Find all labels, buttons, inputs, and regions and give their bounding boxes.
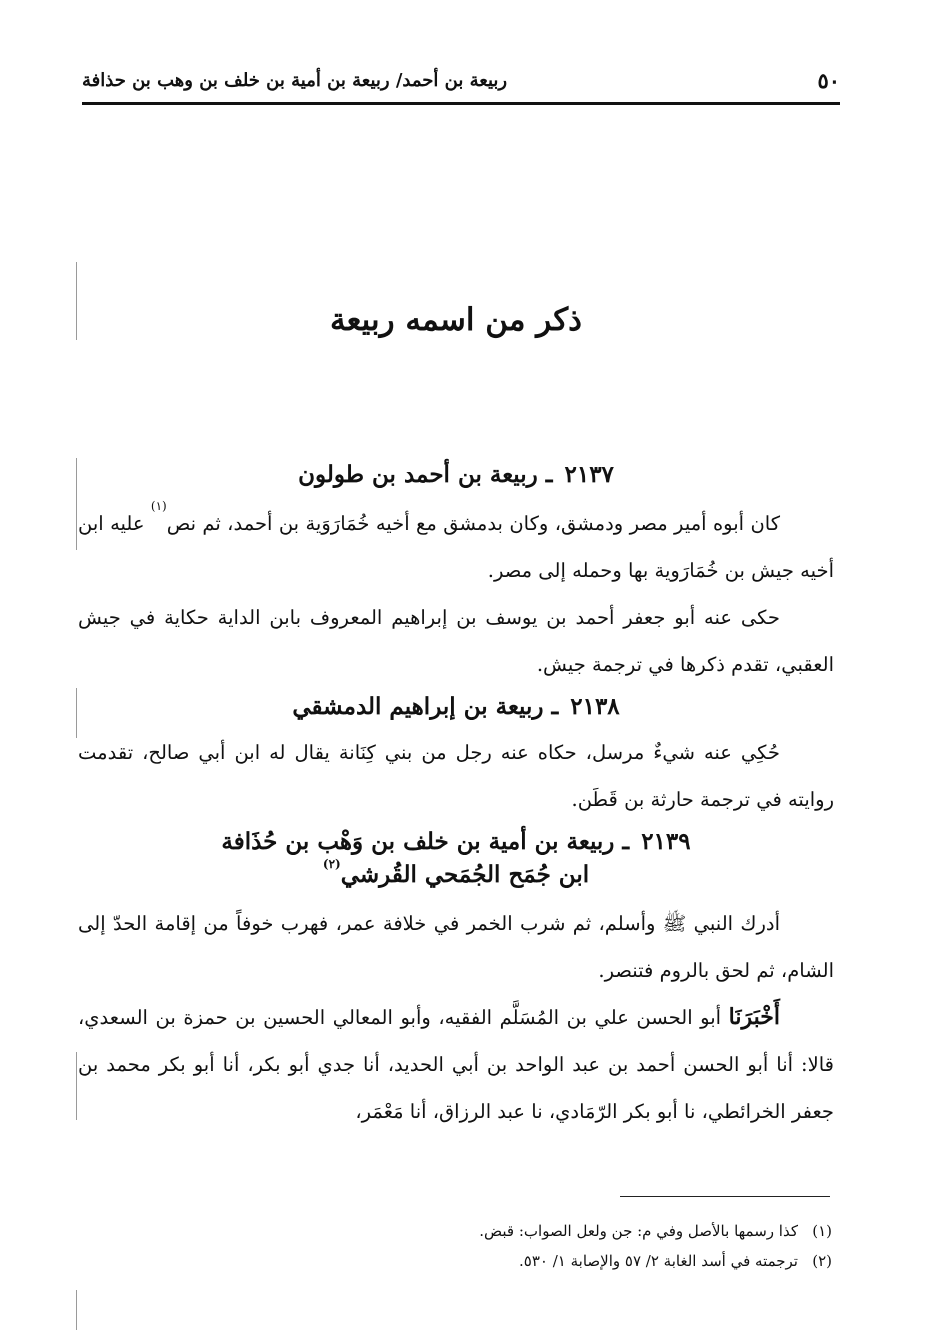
footnote-ref-2: (٢)	[322, 857, 341, 872]
running-title: ربيعة بن أحمد/ ربيعة بن أمية بن خلف بن وهب بن حذافة	[82, 69, 508, 91]
entry-heading-2139	[78, 825, 834, 858]
footnote-ref-1: (١)	[150, 498, 167, 513]
entry-number: ٢١٣٩	[641, 827, 691, 855]
paragraph-text: أبو الحسن علي بن المُسَلَّم الفقيه، وأبو المعالي الحسين بن حمزة بن السعدي، قالا: أنا أبو الحسن أحمد بن عبد الواحد بن أبي الحديد، أنا جدي أبو بكر، أنا أبو بكر محمد بن جعفر الخرائطي، نا أبو بكر الرّمَادي، نا عبد الرزاق، أنا مَعْمَر،	[78, 1005, 834, 1123]
entry-name: ـ ربيعة بن أحمد بن طولون	[298, 461, 553, 489]
footnote-number: (٢)	[812, 1252, 832, 1270]
paragraph-text: عليه ابن أخيه جيش بن خُمَارَوية بها وحمله إلى مصر.	[78, 511, 834, 582]
section-title: ذكر من اسمه ربيعة	[330, 302, 582, 338]
running-header	[82, 58, 840, 102]
paragraph-text: أدرك النبي ﷺ وأسلم، ثم شرب الخمر في خلافة عمر، فهرب خوفاً من إقامة الحدّ إلى الشام، ثم لحق بالروم فتنصر.	[78, 911, 834, 982]
scan-margin-mark	[76, 1052, 77, 1120]
entry-heading-2138	[78, 690, 834, 723]
paragraph	[78, 729, 834, 823]
footnote-text: كذا رسمها بالأصل وفي م: جن ولعل الصواب: قبض.	[479, 1222, 798, 1240]
scan-margin-mark	[76, 1290, 77, 1330]
entry-name: ـ ربيعة بن أمية بن خلف بن وَهْب بن حُذَافة	[221, 827, 630, 855]
paragraph	[78, 594, 834, 688]
paragraph	[78, 900, 834, 994]
paragraph	[78, 994, 834, 1135]
paragraph	[78, 500, 834, 594]
scan-margin-mark	[76, 458, 77, 550]
paragraph-text: كان أبوه أمير مصر ودمشق، وكان بدمشق مع أخيه خُمَارَوَية بن أحمد، ثم نص	[166, 511, 780, 535]
entry-name: ـ ربيعة بن إبراهيم الدمشقي	[292, 692, 559, 720]
entry-number: ٢١٣٨	[570, 692, 620, 720]
footnote-number: (١)	[812, 1222, 832, 1240]
footnotes	[240, 1216, 832, 1276]
paragraph-text: حكى عنه أبو جعفر أحمد بن يوسف بن إبراهيم المعروف بابن الداية حكاية في جيش العقبي، تقدم ذكرها في ترجمة جيش.	[78, 605, 834, 676]
entry-name-continued: ابن جُمَح الجُمَحي القُرشي	[340, 861, 590, 889]
lead-word: أَخْبَرَنَا	[728, 1003, 780, 1030]
scan-margin-mark	[76, 688, 77, 738]
scan-margin-mark	[76, 262, 77, 340]
entry-heading-2137	[78, 458, 834, 491]
page-number: ٥٠	[817, 67, 840, 93]
footnote-item	[240, 1246, 832, 1276]
entry-number: ٢١٣٧	[564, 461, 614, 489]
header-rule	[82, 102, 840, 105]
footnote-text: ترجمته في أسد الغابة ٢/ ٥٧ والإصابة ١/ ٥٣٠.	[519, 1252, 798, 1270]
main-text	[78, 300, 834, 1135]
paragraph-text: حُكِي عنه شيءٌ مرسل، حكاه عنه رجل من بني كِنَانة يقال له ابن أبي صالح، تقدمت روايته في ترجمة حارثة بن قَطَن.	[78, 740, 834, 811]
footnote-rule	[620, 1196, 830, 1197]
entry-heading-2139-line2	[78, 858, 834, 891]
footnote-item	[240, 1216, 832, 1246]
